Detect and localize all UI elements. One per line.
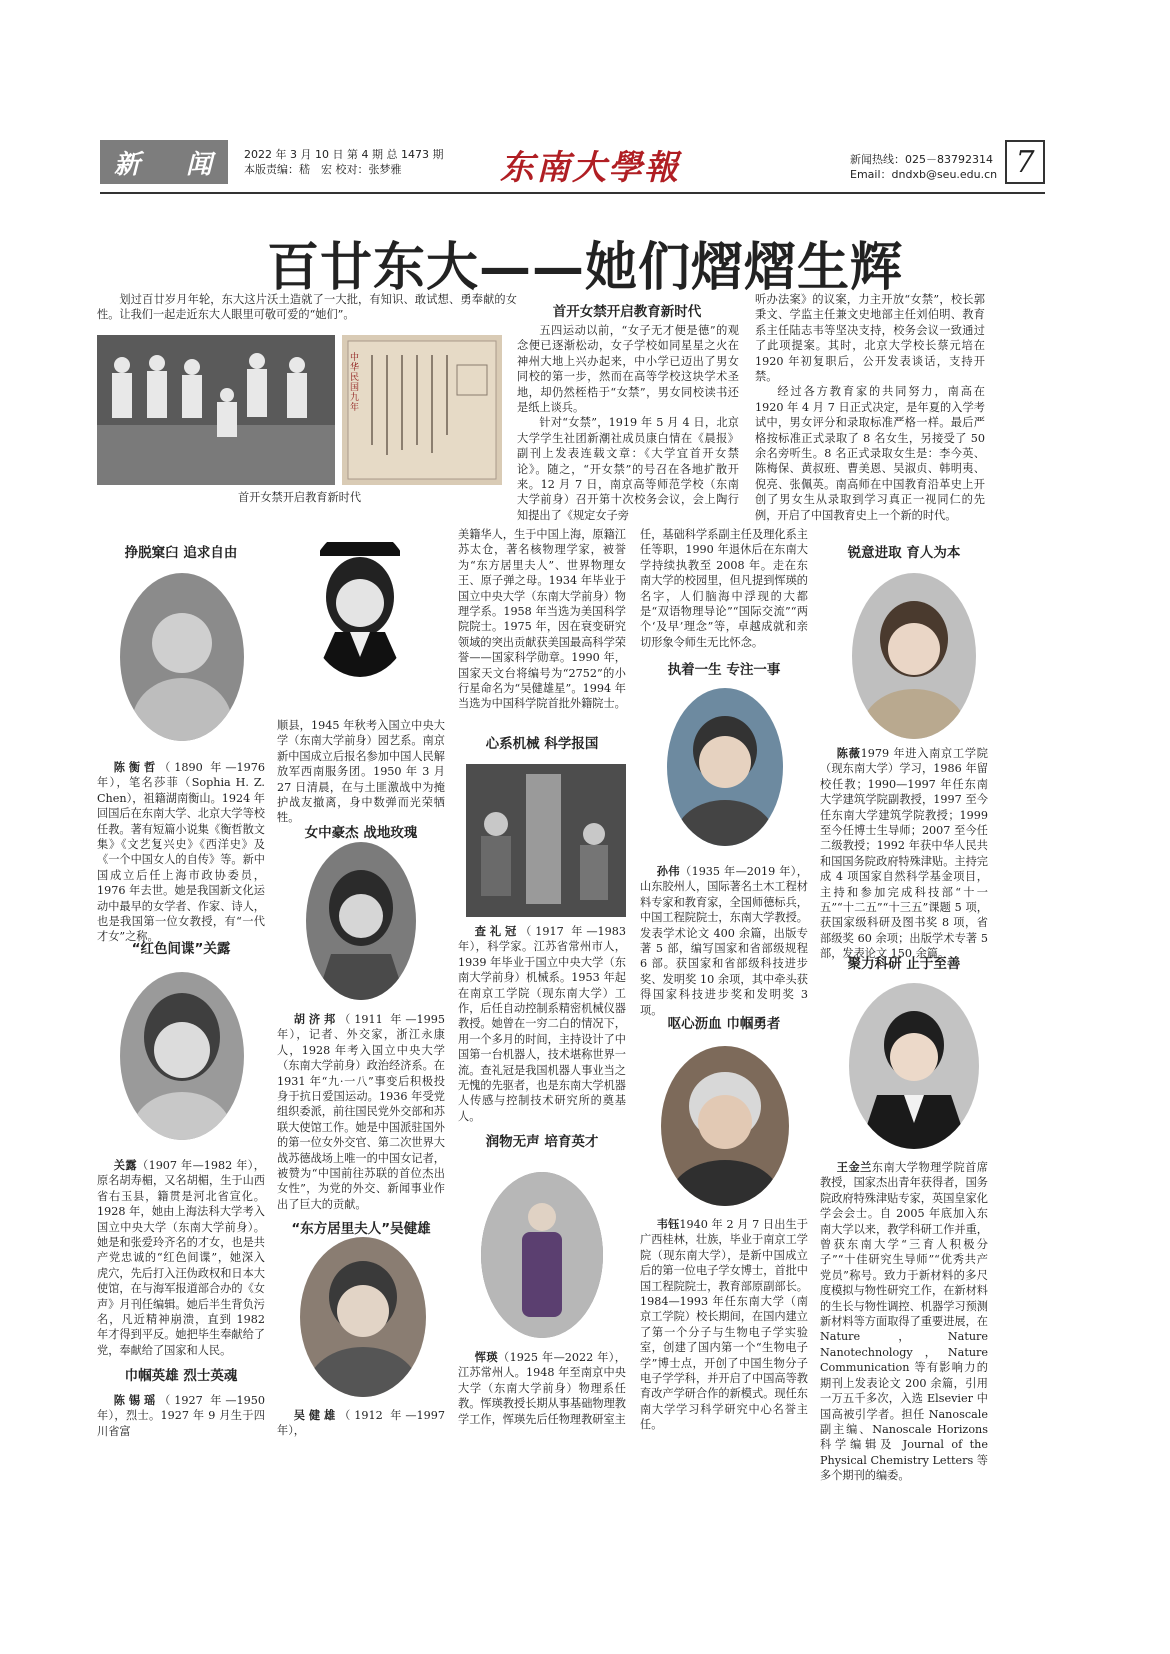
portrait-hui-ying [481, 1172, 603, 1338]
section-heading: “红色间谍”关露 [131, 941, 231, 957]
portrait-chen-hengzhe [120, 573, 244, 741]
bio-hu-jibang [277, 1012, 445, 1212]
section-heading: 锐意进取 育人为本 [847, 545, 961, 561]
portrait-icon [661, 1046, 789, 1206]
bio-name: 王金兰 [836, 1160, 872, 1174]
bio-name: 恽瑛 [474, 1350, 498, 1364]
hotline: 新闻热线：025－83792314 [850, 153, 993, 166]
intro-photo-caption: 首开女禁开启教育新时代 [237, 491, 362, 504]
bio-name: 吴健雄 [293, 1408, 340, 1422]
bio-text: （1907 年—1982 年），原名胡寿楣，又名胡楣，生于山西省右玉县，籍贯是河北省宣化。1928 年，她由上海法科大学考入国立中央大学（东南大学前身）。她是和张爱玲齐名的才女，也是共产党忠诚的“红色间谍”，她深入虎穴，先后打入汪伪政权和日本大使馆，在与海军报道部合办的《女声》月刊任编辑。她后半生背负污名，凡近精神崩溃，直到 1982 年才得到平反。她把毕生奉献给了党，奉献给了国家和人民。 [97, 1159, 265, 1357]
bio-text: （1917 年—1983 年），科学家。江苏省常州市人，1939 年毕业于国立中央大学（东南大学前身）机械系。1953 年起在南京工学院（现东南大学）工作，后任自动控制系精密机械仪器教授。她曾在一穷二白的情况下，用一个多月的时间，主持设计了中国第一台机器人，技术堪称世界一流。查礼冠是我国机器人事业当之无愧的先驱者，也是东南大学机器人传感与控制技术研究所的奠基人。 [458, 925, 626, 1123]
bio-text: （1925 年—2022 年），江苏常州人。1948 年至南京中央大学（东南大学前身）物理系任教。恽瑛教授长期从事基础物理教学工作，恽瑛先后任物理教研室主 [458, 1351, 626, 1426]
section-heading: 挣脱窠臼 追求自由 [124, 545, 238, 561]
bio-name: 陈衡哲 [113, 760, 160, 774]
intro-text: 划过百廿岁月年轮，东大这片沃土造就了一大批，有知识、敢试想、勇奉献的女性。让我们一起走近东大人眼里可敬可爱的“她们”。 [97, 293, 517, 322]
bio-name: 胡济邦 [293, 1012, 340, 1026]
section-tab [100, 140, 228, 184]
portrait-hu-jibang [306, 842, 416, 1000]
bio-text: （1927 年—1950 年），烈士。1927 年 9 月生于四川省富 [97, 1394, 265, 1438]
section-heading: 心系机械 科学报国 [485, 736, 599, 752]
bio-name: 韦钰 [656, 1217, 680, 1231]
portrait-chen-wei [852, 573, 976, 739]
bio-text: （1935 年—2019 年），山东胶州人，国际著名土木工程材料专家和教育家，全国师德标兵，中国工程院院士，东南大学教授。发表学术论文 400 余篇，出版专著 5 部，编写国家和省部级规程 6 部。获国家和省部级科技进步奖、发明奖 10 余项，其中牵头获得国家科技进步奖和发明奖 3 项。 [640, 865, 808, 1017]
bio-chen-xiyao [97, 1393, 265, 1439]
page-headline: 百廿东大——她们熠熠生辉 [266, 237, 903, 298]
portrait-icon [305, 527, 415, 677]
section-heading: “东方居里夫人”吴健雄 [291, 1221, 431, 1237]
section-heading: 呕心沥血 巾帼勇者 [667, 1016, 781, 1032]
bio-wu-jianxiong [277, 1408, 445, 1439]
section-heading: 女中豪杰 战地玫瑰 [304, 825, 418, 841]
bio-hui-ying [458, 1350, 626, 1427]
portrait-wu-jianxiong [300, 1237, 426, 1397]
photo-zha-liguan-lab [466, 764, 626, 917]
bio-wu-jianxiong-continued: 美籍华人，生于中国上海，原籍江苏太仓，著名核物理学家，被誉为“东方居里夫人”、世界物理女王、原子弹之母。1934 年毕业于国立中央大学（东南大学前身）物理学系。1958 年当选为美国科学院院士。1975 年，因在衰变研究领域的突出贡献获美国最高科学荣誉——国家科学勋章。1990 年，国家天文台将编号为“2752”的小行星命名为“吴健雄星”。1994 年当选为中国科学院首批外籍院士。 [458, 528, 626, 711]
bio-name: 孙伟 [656, 864, 680, 878]
issue-line: 2022 年 3 月 10 日 第 4 期 总 1473 期 [244, 148, 444, 161]
portrait-wei-yu [661, 1046, 789, 1206]
bio-text: 东南大学物理学院首席教授，国家杰出青年获得者，国务院政府特殊津贴专家，英国皇家化学会会士。自 2005 年底加入东南大学以来，教学科研工作并重，曾获东南大学“三育人积极分子”“十佳研究生导师”“优秀共产党员”称号。致力于新材料的多尺度模拟与物性研究工作，在新材料的生长与物性调控、机器学习预测新材料等方面取得了重要进展，在 Nature，Nature Nanotechnology，Nature Communication 等有影响力的期刊上发表论文 200 余篇，引用一万五千多次，入选 Elsevier 中国高被引学者。担任 Nanoscale 副主编、Nanoscale Horizons 科学编辑及 Journal of the Physical Chemistry Letters 等多个期刊的编委。 [820, 1161, 988, 1483]
bio-text: 1940 年 2 月 7 日出生于广西桂林，壮族，毕业于南京工学院（现东南大学），是新中国成立后的第一位电子学女博士，首批中国工程院院士，教育部原副部长。1984—1993 年任东南大学（南京工学院）校长期间，在国内建立了第一个分子与生物电子学实验室，创建了国内第一个“生物电子学”博士点，开创了中国生物分子电子学学科，并开启了中国高等教育改产学研合作的新模式。现任东南大学学习科学研究中心名誉主任。 [640, 1218, 808, 1432]
portrait-icon [120, 573, 244, 741]
bio-sun-wei [640, 864, 808, 1018]
document-icon [342, 335, 502, 485]
lead-article-col2 [755, 292, 985, 523]
portrait-icon [481, 1172, 603, 1338]
bio-zha-liguan [458, 924, 626, 1124]
bio-text: （1911 年—1995 年），记者、外交家，浙江永康人，1928 年考入国立中央大学（东南大学前身）政治经济系。在 1931 年“九·一八”事变后积极投身于抗日爱国运动。1936 年受党组织委派，前往国民党外交部和苏联大使馆工作。她是中国派驻国外的第一位女外交官、第二次世界大战苏德战场上唯一的中国女记者，被赞为“中国前往苏联的首位杰出女性”，为党的外交、新闻事业作出了巨大的贡献。 [277, 1013, 445, 1211]
portrait-guan-lu [120, 972, 244, 1140]
newspaper-logo: 东南大學報 [500, 148, 680, 188]
bio-wang-jinlan [820, 1160, 988, 1484]
masthead-rule [100, 192, 1045, 194]
portrait-sun-wei [667, 688, 783, 846]
bio-name: 陈薇 [836, 746, 861, 760]
portrait-icon [306, 842, 416, 1000]
bio-text: （1912 年—1997 年）， [277, 1409, 445, 1438]
group-photo-icon [97, 335, 335, 485]
section-heading: 执着一生 专注一事 [667, 662, 781, 678]
lead-paragraph: 针对“女禁”，1919 年 5 月 4 日，北京大学学生社团新潮社成员康白情在《晨报》副刊上发表连载文章：《大学宜首开女禁论》。随之，“开女禁”的号召在各地扩散开来。12 月 7 日，南京高等师范学校（东南大学前身）召开第十次校务会议，会上陶行知提出了《规定女子旁 [517, 416, 739, 522]
bio-guan-lu [97, 1158, 265, 1358]
email: Email：dndxb@seu.edu.cn [850, 168, 998, 181]
section-heading: 润物无声 培育英才 [485, 1134, 599, 1150]
historical-photo-women-students [97, 335, 335, 485]
bio-chen-xiyao-continued: 顺县，1945 年秋考入国立中央大学（东南大学前身）园艺系。南京新中国成立后报名参加中国人民解放军西南服务团。1950 年 3 月 27 日清晨，在与土匪激战中为掩护战友撤离，身中数弹而光荣牺牲。 [277, 719, 445, 825]
portrait-chen-xiyao [305, 527, 415, 677]
contact-info [850, 152, 997, 182]
section-label-left: 新 [114, 149, 143, 180]
lab-photo-icon [466, 764, 626, 917]
bio-text: （1890 年—1976 年），笔名莎菲（Sophia H. Z. Chen），祖籍湖南衡山。1924 年回国后在东南大学、北京大学等校任教。著有短篇小说集《衡哲散文集》《文艺复兴史》《西洋史》及《一个中国女人的自传》等。新中国成立后任上海市政协委员，1976 年去世。她是我国新文化运动中最早的女学者、作家、诗人，也是我国第一位女教授，有“一代才女”之称。 [97, 761, 265, 944]
lead-paragraph: 五四运动以前，“女子无才便是德”的观念便已逐渐松动，女子学校如同星星之火在神州大地上兴办起来，中小学已迈出了男女同校的第一步，然而在高等学校这块学术圣地，却仍然桎梏于“女禁”，男女同校读书还是纸上谈兵。 [517, 324, 739, 415]
section-label-right: 闻 [185, 149, 214, 180]
bio-chen-wei [820, 746, 988, 962]
document-seal-text: 中华民国九年 [350, 353, 360, 413]
issue-meta [244, 147, 443, 177]
bio-chen-hengzhe [97, 760, 265, 945]
portrait-icon [300, 1237, 426, 1397]
historical-document-photo [342, 335, 502, 485]
section-heading: 巾帼英雄 烈士英魂 [124, 1368, 238, 1384]
bio-text: 1979 年进入南京工学院（现东南大学）学习，1986 年留校任教；1990—1997 年任东南大学建筑学院副教授，1997 至今任东南大学建筑学院教授；1999 至今任博士生导师；2007 至今任二级教授；1992 年获中华人民共和国国务院政府特殊津贴。主持完成 4 项国家自然科学基金项目，主持和参加完成科技部“十一五”“十二五”“十三五”课题 5 项，获国家级科研及图书奖 8 项，省部级奖 60 余项；出版学术专著 5 部，发表论文 150 余篇。 [820, 747, 988, 961]
bio-name: 关露 [113, 1158, 137, 1172]
section-heading: 聚力科研 止于至善 [847, 956, 961, 972]
portrait-icon [852, 573, 976, 739]
bio-hui-ying-continued: 任，基础科学系副主任及理化系主任等职，1990 年退休后在东南大学持续执教至 2008 年。走在东南大学的校园里，但凡提到恽瑛的名字，人们脑海中浮现的大都是“双语物理导论”“国际交流”“两个‘及早’理念”等，卓越成就和亲切形象令师生无比怀念。 [640, 528, 808, 649]
bio-wei-yu [640, 1217, 808, 1433]
portrait-icon [120, 972, 244, 1140]
portrait-wang-jinlan [849, 983, 979, 1149]
editors-line: 本版责编：嵇 宏 校对：张梦雅 [244, 163, 402, 176]
page-number: 7 [1005, 140, 1045, 184]
portrait-icon [667, 688, 783, 846]
portrait-icon [849, 983, 979, 1149]
bio-name: 陈锡瑶 [113, 1393, 160, 1407]
lead-paragraph: 经过各方教育家的共同努力，南高在 1920 年 4 月 7 日正式决定，是年夏的入学考试中，男女评分和录取标准严格一样。最后严格按标准正式录取了 8 名女生，另接受了 50 余名旁听生。8 名正式录取女生是：李今英、陈梅保、黄叔班、曹美恩、吴淑贞、韩明夷、倪亮、张佩英。南高师在中国教育沿革史上开创了男女生从录取到学习真正一视同仁的先例，开启了中国教育史上一个新的时代。 [755, 385, 985, 522]
lead-paragraph: 听办法案》的议案，力主开放“女禁”，校长郭秉文、学监主任兼文史地部主任刘伯明、教育系主任陆志韦等坚决支持，校务会议一致通过了此项提案。其时，北京大学校长蔡元培在 1920 年初复职后，公开发表谈话，支持开禁。 [755, 293, 985, 384]
lead-article-title: 首开女禁开启教育新时代 [552, 304, 702, 320]
lead-article-col1 [517, 323, 739, 523]
bio-name: 查礼冠 [474, 924, 521, 938]
